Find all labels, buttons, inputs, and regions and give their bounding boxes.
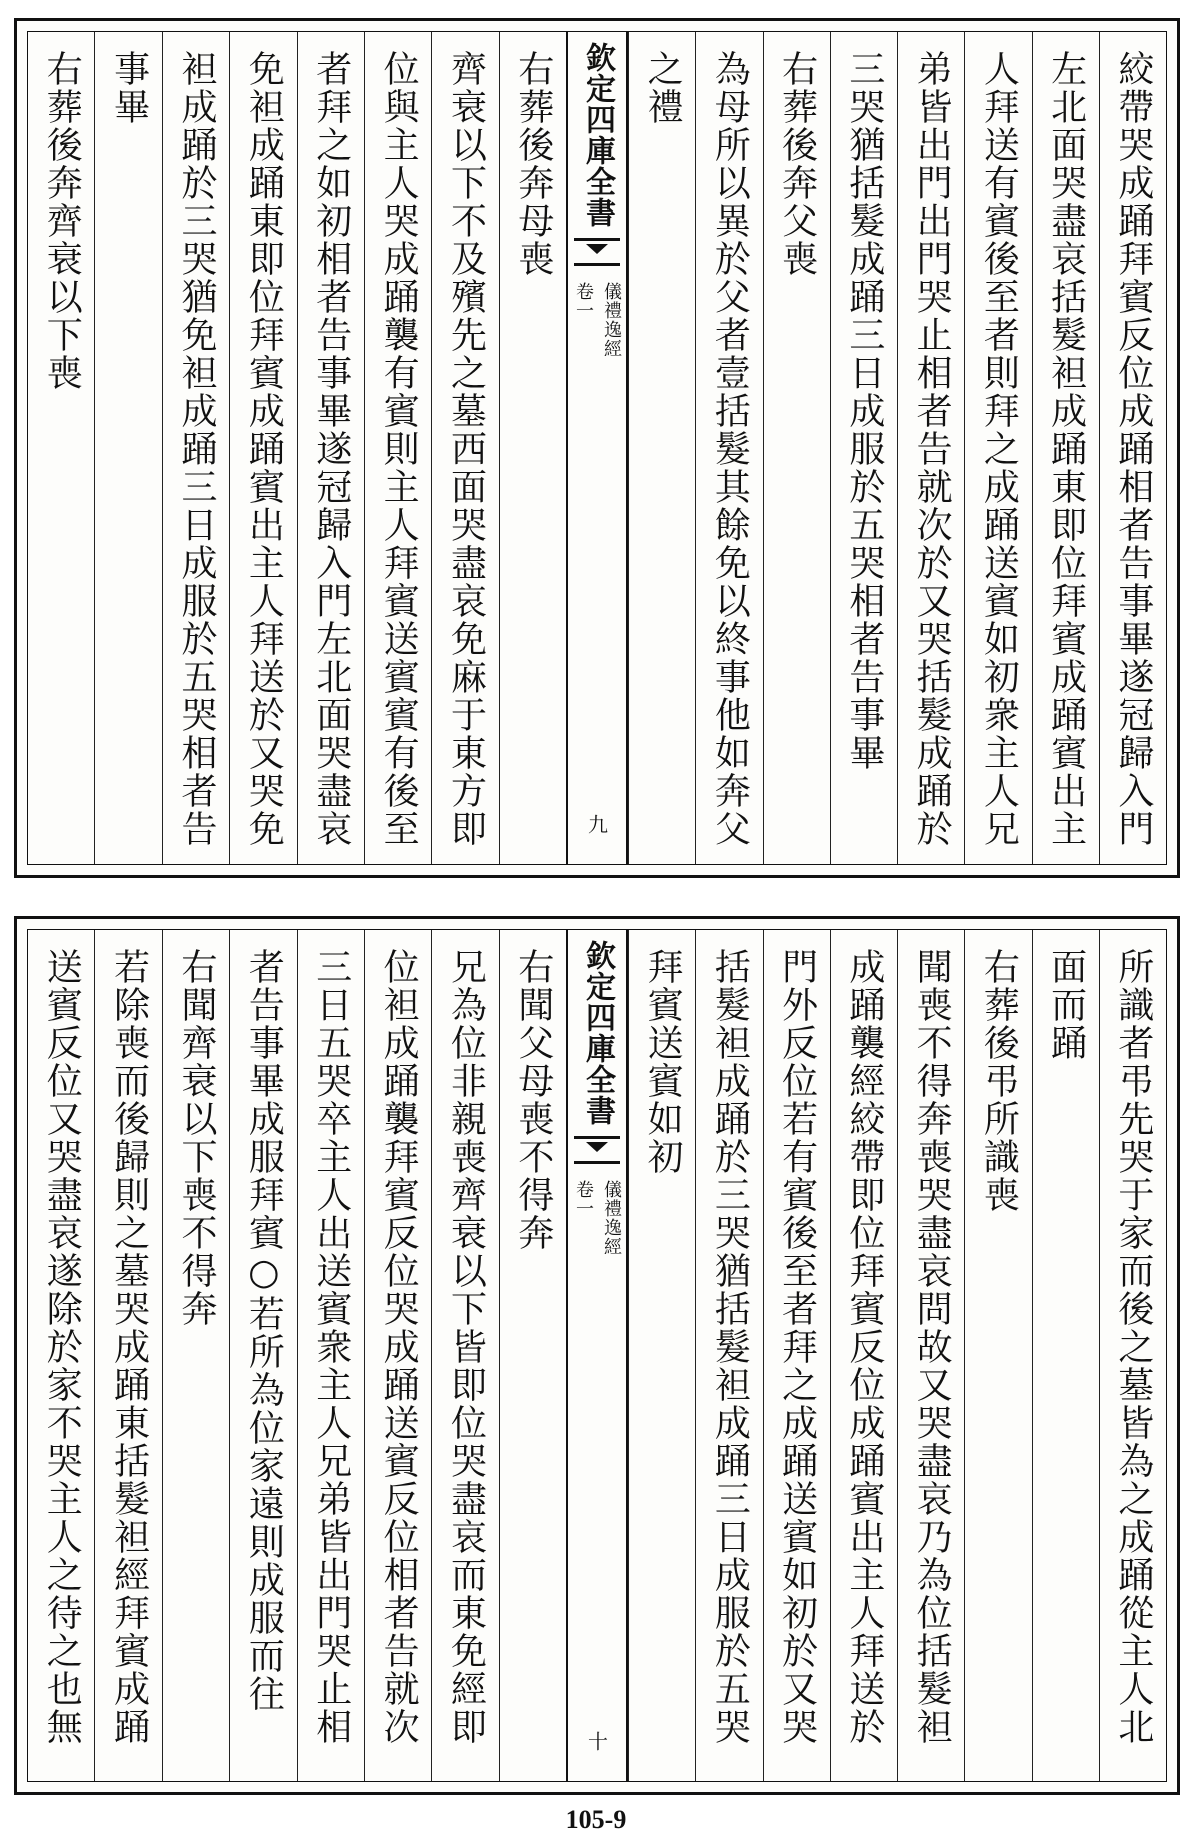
- text-frame-top: [27, 31, 1167, 865]
- text-column: 事畢: [94, 32, 161, 864]
- volume-number: 卷一: [573, 282, 594, 320]
- volume-number: 卷一: [573, 1180, 594, 1218]
- series-title: 欽定四庫全書: [580, 940, 615, 1126]
- text-column: 左北面哭盡哀括髮袒成踊東即位拜賓成踊賓出主: [1032, 32, 1099, 864]
- left-half-bottom: [28, 930, 566, 1781]
- text-column: 所識者弔先哭于家而後之墓皆為之成踊從主人北: [1099, 930, 1166, 1781]
- text-column: 三哭猶括髮成踊三日成服於五哭相者告事畢: [830, 32, 897, 864]
- fish-tail-mark-icon: [574, 238, 620, 266]
- text-column: 門外反位若有賓後至者拜之成踊送賓如初於又哭: [763, 930, 830, 1781]
- right-half-bottom: [628, 930, 1166, 1781]
- text-column: 括髮袒成踊於三哭猶括髮袒成踊三日成服於五哭: [695, 930, 762, 1781]
- page-top: [14, 18, 1180, 878]
- text-column: 三日五哭卒主人出送賓衆主人兄弟皆出門哭止相: [297, 930, 364, 1781]
- text-column: 右葬後奔父喪: [763, 32, 830, 864]
- page-footer-number: 105-9: [565, 1805, 627, 1834]
- volume-info: [570, 282, 624, 358]
- leaf-number: 九: [584, 814, 609, 834]
- text-column: 位與主人哭成踊襲有賓則主人拜賓送賓賓有後至: [364, 32, 431, 864]
- text-column: 位袒成踊襲拜賓反位哭成踊送賓反位相者告就次: [364, 930, 431, 1781]
- left-half-top: [28, 32, 566, 864]
- text-column: 者告事畢成服拜賓○若所為位家遠則成服而往: [229, 930, 296, 1781]
- fish-tail-mark-icon: [574, 1136, 620, 1164]
- text-column: 為母所以異於父者壹括髮其餘免以終事他如奔父: [695, 32, 762, 864]
- text-column: 弟皆出門出門哭止相者告就次於又哭括髮成踊於: [897, 32, 964, 864]
- text-column: 免袒成踊東即位拜賓成踊賓出主人拜送於又哭免: [229, 32, 296, 864]
- text-column: 袒成踊於三哭猶免袒成踊三日成服於五哭相者告: [162, 32, 229, 864]
- text-column: 送賓反位又哭盡哀遂除於家不哭主人之待之也無: [41, 948, 83, 1746]
- text-column: 人拜送有賓後至者則拜之成踊送賓如初衆主人兄: [964, 32, 1031, 864]
- text-column: 兄為位非親喪齊衰以下皆即位哭盡哀而東免經即: [431, 930, 498, 1781]
- center-fold-top: [566, 32, 628, 864]
- text-column: 右聞齊衰以下喪不得奔: [162, 930, 229, 1781]
- text-column: 面而踊: [1032, 930, 1099, 1781]
- text-column: 絞帶哭成踊拜賓反位成踊相者告事畢遂冠歸入門: [1099, 32, 1166, 864]
- text-column: 若除喪而後歸則之墓哭成踊東括髮袒經拜賓成踊: [94, 930, 161, 1781]
- text-column: 右葬後奔齊衰以下喪: [41, 50, 83, 392]
- text-column: 右葬後奔母喪: [499, 32, 566, 864]
- center-fold-bottom: [566, 930, 628, 1781]
- text-column: 齊衰以下不及殯先之墓西面哭盡哀免麻于東方即: [431, 32, 498, 864]
- text-column: 之禮: [628, 32, 695, 864]
- text-column: 右聞父母喪不得奔: [499, 930, 566, 1781]
- book-title: 儀禮逸經: [601, 1180, 622, 1256]
- text-column: 成踊襲經絞帶即位拜賓反位成踊賓出主人拜送於: [830, 930, 897, 1781]
- text-column: 右葬後弔所識喪: [964, 930, 1031, 1781]
- leaf-number: 十: [584, 1731, 609, 1751]
- volume-info: [570, 1180, 624, 1256]
- book-title: 儀禮逸經: [601, 282, 622, 358]
- series-title: 欽定四庫全書: [580, 42, 615, 228]
- text-column: 拜賓送賓如初: [628, 930, 695, 1781]
- text-column: 聞喪不得奔喪哭盡哀問故又哭盡哀乃為位括髮袒: [897, 930, 964, 1781]
- text-column: 者拜之如初相者告事畢遂冠歸入門左北面哭盡哀: [297, 32, 364, 864]
- text-frame-bottom: [27, 929, 1167, 1782]
- right-half-top: [628, 32, 1166, 864]
- page-bottom: [14, 916, 1180, 1795]
